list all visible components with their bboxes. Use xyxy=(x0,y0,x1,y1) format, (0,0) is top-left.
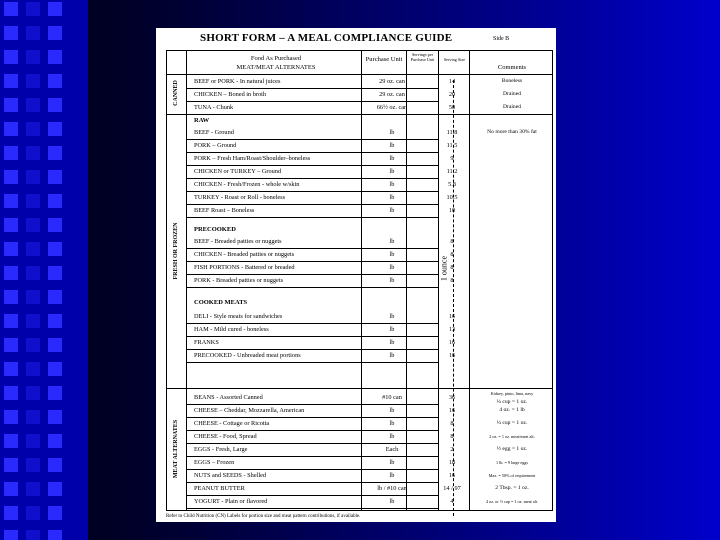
table-row xyxy=(192,405,552,416)
table-top-border xyxy=(166,50,552,51)
purchase-unit: lb xyxy=(389,277,395,284)
table-row xyxy=(192,444,552,455)
servings-count: 14 / 97 xyxy=(443,485,461,492)
table-row xyxy=(192,102,552,113)
decor-square xyxy=(48,458,62,472)
decor-square xyxy=(48,530,62,540)
decor-square xyxy=(48,266,62,280)
decor-square xyxy=(26,50,40,64)
comment: Kidney, pinto, lima, navy xyxy=(490,391,534,396)
table-row xyxy=(192,470,552,481)
decor-square xyxy=(26,218,40,232)
decor-square xyxy=(4,122,18,136)
decor-square xyxy=(26,506,40,520)
servings-count: 8 xyxy=(450,433,454,440)
food-name: CHEESE - Food, Spread xyxy=(194,433,257,440)
servings-count: 8 xyxy=(450,251,454,258)
food-name: EGGS – Frozen xyxy=(194,459,235,466)
side-label-divider xyxy=(186,50,187,510)
purchase-unit: lb / #10 can xyxy=(377,485,407,492)
purchase-unit: lb xyxy=(389,339,395,346)
decor-square xyxy=(26,290,40,304)
decor-square xyxy=(26,386,40,400)
comment: Max. = 50% of requirement xyxy=(488,473,536,478)
comment: 2 oz. = 1 oz. meat/meat alt. xyxy=(489,434,535,439)
decor-square xyxy=(4,386,18,400)
decor-square xyxy=(4,290,18,304)
decor-square xyxy=(26,434,40,448)
row-divider xyxy=(186,362,438,363)
comment: Drained xyxy=(502,91,522,97)
servings-count: 16 xyxy=(448,407,456,414)
decor-square xyxy=(48,410,62,424)
food-name: TUNA - Chunk xyxy=(194,104,234,111)
decor-square xyxy=(4,266,18,280)
purchase-unit: lb xyxy=(389,313,395,320)
decor-square xyxy=(4,218,18,232)
decor-square xyxy=(48,506,62,520)
decor-square xyxy=(26,194,40,208)
decor-square xyxy=(26,26,40,40)
table-bottom-border xyxy=(166,510,553,511)
decor-square xyxy=(48,50,62,64)
table-right-border xyxy=(552,50,553,510)
table-row xyxy=(192,418,552,429)
servings-count: 2 xyxy=(450,446,454,453)
table-row xyxy=(192,192,552,203)
purchase-unit: lb xyxy=(389,251,395,258)
header-serving-size: Serving Size xyxy=(443,57,466,62)
purchase-unit: lb xyxy=(389,433,395,440)
fresh-section-border xyxy=(166,388,553,389)
decor-square xyxy=(48,218,62,232)
food-name: CHICKEN - Fresh/Frozen - whole w/skin xyxy=(194,181,300,188)
purchase-unit: 29 oz. can xyxy=(379,78,405,85)
servings-count: 16 xyxy=(448,313,456,320)
table-row xyxy=(192,127,552,138)
purchase-unit: #10 can xyxy=(382,394,402,401)
decor-square xyxy=(48,146,62,160)
purchase-unit: Each xyxy=(385,446,399,453)
decor-square xyxy=(48,74,62,88)
decor-square xyxy=(4,98,18,112)
table-row xyxy=(192,236,552,247)
food-name: FRANKS xyxy=(194,339,219,346)
table-row xyxy=(192,311,552,322)
decor-square xyxy=(4,146,18,160)
row-divider xyxy=(186,114,438,115)
food-name: PORK - Breaded patties or nuggets xyxy=(194,277,284,284)
table-row xyxy=(192,431,552,442)
servings-count: 8 xyxy=(450,264,454,271)
food-name: CHEESE – Cheddar, Mozzarella, American xyxy=(194,407,305,414)
table-row xyxy=(192,483,552,494)
decor-square xyxy=(4,194,18,208)
servings-count: 8 xyxy=(450,420,454,427)
servings-count: 11.5 xyxy=(446,142,458,149)
decor-square xyxy=(4,50,18,64)
purchase-unit: lb xyxy=(389,194,395,201)
decor-square xyxy=(26,338,40,352)
purchase-unit: lb xyxy=(389,407,395,414)
purchase-unit: lb xyxy=(389,472,395,479)
purchase-unit: lb xyxy=(389,326,395,333)
decor-square xyxy=(4,482,18,496)
table-row xyxy=(192,496,552,507)
servings-count: 8 xyxy=(450,238,454,245)
food-name: BEEF - Breaded patties or nuggets xyxy=(194,238,282,245)
food-name: BEANS - Assorted Canned xyxy=(194,394,263,401)
table-left-border xyxy=(166,50,167,510)
purchase-unit: lb xyxy=(389,207,395,214)
decor-square xyxy=(26,458,40,472)
table-row xyxy=(192,166,552,177)
document-side-label: Side B xyxy=(493,36,510,42)
table-row xyxy=(192,179,552,190)
decor-square xyxy=(48,98,62,112)
decor-square xyxy=(26,410,40,424)
decor-square xyxy=(26,98,40,112)
decor-square xyxy=(4,530,18,540)
table-row xyxy=(192,350,552,361)
decor-square xyxy=(48,338,62,352)
food-name: HAM - Mild cured - boneless xyxy=(194,326,269,333)
decor-square xyxy=(48,290,62,304)
row-divider xyxy=(186,508,438,509)
table-row xyxy=(192,262,552,273)
servings-count: 36 xyxy=(448,394,456,401)
purchase-unit: lb xyxy=(389,420,395,427)
food-name: PORK – Fresh Ham/Roast/Shoulder–boneless xyxy=(194,155,311,162)
header-servings: Servings per Purchase Unit xyxy=(410,52,435,62)
decor-square xyxy=(48,26,62,40)
purchase-unit: lb xyxy=(389,129,395,136)
decor-square xyxy=(26,530,40,540)
food-name: CHICKEN - Breaded patties or nuggets xyxy=(194,251,295,258)
table-row xyxy=(192,249,552,260)
section-heading: PRECOOKED xyxy=(194,226,236,233)
decor-square xyxy=(26,122,40,136)
servings-count: 16 xyxy=(448,339,456,346)
purchase-unit: 66½ oz. can xyxy=(376,104,408,111)
decor-square xyxy=(26,482,40,496)
decor-square xyxy=(26,266,40,280)
servings-count: 10.5 xyxy=(446,194,458,201)
decor-square xyxy=(4,2,18,16)
decor-square xyxy=(48,482,62,496)
food-name: BEEF - Ground xyxy=(194,129,234,136)
food-name: YOGURT - Plain or flavored xyxy=(194,498,268,505)
section-heading: COOKED MEATS xyxy=(194,299,248,306)
food-name: PRECOOKED - Unbreaded meat portions xyxy=(194,352,301,359)
decor-square xyxy=(4,458,18,472)
comment: 4 oz. or ½ cup = 1 oz. meat alt. xyxy=(485,499,538,504)
header-comments: Comments xyxy=(497,64,527,71)
food-name: EGGS - Fresh, Large xyxy=(194,446,248,453)
servings-count: 4 xyxy=(450,498,454,505)
decor-square xyxy=(4,338,18,352)
serving-size-one-ounce: 1 ounce xyxy=(440,249,449,289)
food-name: PEANUT BUTTER xyxy=(194,485,245,492)
comment: ½ egg = 1 oz. xyxy=(496,446,528,452)
purchase-unit: 29 oz. can xyxy=(379,91,405,98)
header-food-sub: MEAT/MEAT ALTERNATES xyxy=(236,64,316,71)
decor-square xyxy=(4,314,18,328)
side-label-canned: CANNED xyxy=(173,80,179,106)
header-unit: Purchase Unit xyxy=(365,56,403,63)
slide-left-decoration xyxy=(0,0,88,540)
decor-square xyxy=(48,122,62,136)
comment: No more than 30% fat xyxy=(487,129,537,135)
table-row xyxy=(192,205,552,216)
purchase-unit: lb xyxy=(389,459,395,466)
purchase-unit: lb xyxy=(389,264,395,271)
decor-square xyxy=(48,170,62,184)
purchase-unit: lb xyxy=(389,142,395,149)
food-name: NUTS and SEEDS - Shelled xyxy=(194,472,267,479)
side-label-fresh: FRESH OR FROZEN xyxy=(173,222,179,280)
servings-count: 50 xyxy=(448,104,456,111)
section-heading: RAW xyxy=(194,117,210,124)
food-name: CHEESE - Cottage or Ricotta xyxy=(194,420,270,427)
decor-square xyxy=(26,170,40,184)
table-row xyxy=(192,337,552,348)
servings-count: 11.2 xyxy=(446,168,458,175)
decor-square xyxy=(48,314,62,328)
food-name: FISH PORTIONS - Battered or breaded xyxy=(194,264,295,271)
side-label-alternates: MEAT ALTERNATES xyxy=(173,419,179,479)
servings-count: 16 xyxy=(448,352,456,359)
servings-count: 11.8 xyxy=(446,129,458,136)
decor-square xyxy=(4,410,18,424)
decor-square xyxy=(26,362,40,376)
table-row xyxy=(192,76,552,87)
decor-square xyxy=(48,194,62,208)
decor-square xyxy=(48,434,62,448)
compliance-guide-document xyxy=(156,28,556,522)
purchase-unit: lb xyxy=(389,181,395,188)
decor-square xyxy=(48,2,62,16)
comment: 2 Tbsp. = 1 oz. xyxy=(495,485,529,491)
servings-count: 9 xyxy=(450,155,454,162)
decor-square xyxy=(4,506,18,520)
table-row xyxy=(192,275,552,286)
servings-count: 18 xyxy=(448,459,456,466)
decor-square xyxy=(26,242,40,256)
header-bottom-border xyxy=(166,74,553,75)
table-row xyxy=(192,457,552,468)
decor-square xyxy=(26,74,40,88)
decor-square xyxy=(4,26,18,40)
food-name: PORK – Ground xyxy=(194,142,237,149)
decor-square xyxy=(48,362,62,376)
food-name: DELI - Style meats for sandwiches xyxy=(194,313,283,320)
food-name: CHICKEN – Boned in broth xyxy=(194,91,267,98)
table-row xyxy=(192,89,552,100)
decor-square xyxy=(48,242,62,256)
decor-square xyxy=(4,170,18,184)
decor-square xyxy=(4,434,18,448)
purchase-unit: lb xyxy=(389,238,395,245)
purchase-unit: lb xyxy=(389,155,395,162)
purchase-unit: lb xyxy=(389,498,395,505)
footnote: Refer to Child Nutrition (CN) Labels for portion size and meat pattern contributions, if available. xyxy=(166,514,361,519)
comment: 1 lb. = 9 large eggs xyxy=(495,460,529,465)
comment: Boneless xyxy=(501,78,523,84)
row-divider xyxy=(186,287,438,288)
servings-count: 8 xyxy=(450,277,454,284)
document-title: SHORT FORM – A MEAL COMPLIANCE GUIDE xyxy=(200,32,453,44)
decor-square xyxy=(48,386,62,400)
purchase-unit: lb xyxy=(389,352,395,359)
food-name: CHICKEN or TURKEY – Ground xyxy=(194,168,282,175)
decor-square xyxy=(26,2,40,16)
decor-square xyxy=(4,74,18,88)
row-divider xyxy=(186,217,438,218)
food-name: BEEF Roast – Boneless xyxy=(194,207,255,214)
servings-count: 5.8 xyxy=(448,181,456,188)
table-row xyxy=(192,153,552,164)
table-row xyxy=(192,324,552,335)
servings-count: 16 xyxy=(448,472,456,479)
food-name: BEEF or PORK - In natural juices xyxy=(194,78,281,85)
decor-square xyxy=(4,242,18,256)
decor-square xyxy=(26,146,40,160)
servings-count: 20 xyxy=(448,91,456,98)
table-row xyxy=(192,140,552,151)
comment-detail: ¼ cup = 1 oz. xyxy=(496,399,528,405)
servings-count: 14 xyxy=(448,78,456,85)
servings-count: 13 xyxy=(448,326,456,333)
decor-square xyxy=(4,362,18,376)
food-name: TURKEY - Roast or Roll - boneless xyxy=(194,194,286,201)
table-row xyxy=(192,392,552,403)
comment: 4 oz. = 1 lb xyxy=(499,407,525,413)
header-food: Food As Purchased xyxy=(250,55,302,62)
purchase-unit: lb xyxy=(389,168,395,175)
comment: Drained xyxy=(502,104,522,110)
decor-square xyxy=(26,314,40,328)
comment: ¼ cup = 1 oz. xyxy=(496,420,528,426)
servings-count: 10 xyxy=(448,207,456,214)
